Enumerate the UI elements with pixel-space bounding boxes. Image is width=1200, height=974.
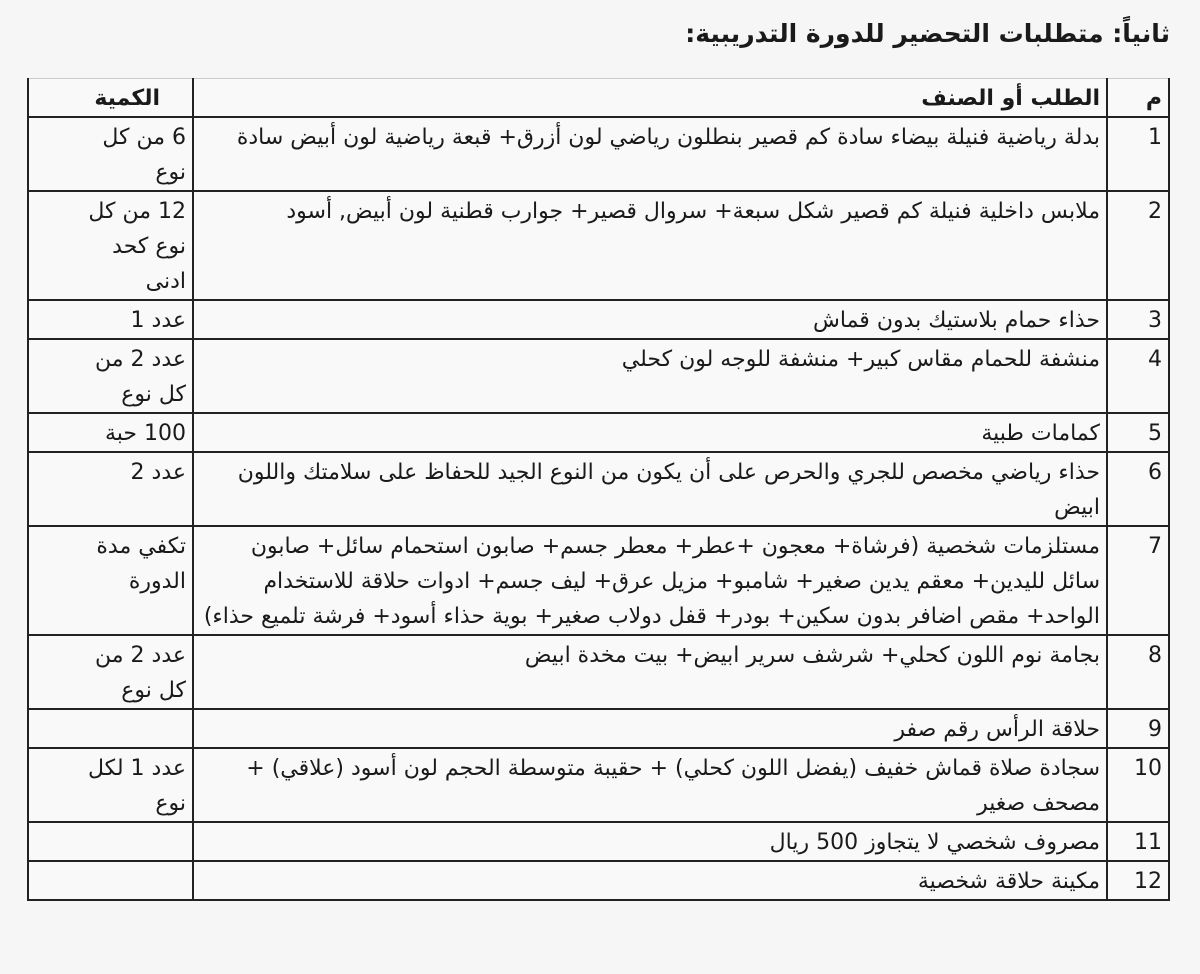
row-item: بدلة رياضية فنيلة بيضاء سادة كم قصير بنطلون رياضي لون أزرق+ قبعة رياضية لون أبيض سادة xyxy=(193,117,1107,191)
table-header-row xyxy=(28,79,1169,118)
table-row xyxy=(28,709,1169,748)
row-quantity: عدد 2 من كل نوع xyxy=(28,339,193,413)
table-row xyxy=(28,191,1169,300)
row-item: حلاقة الرأس رقم صفر xyxy=(193,709,1107,748)
table-row xyxy=(28,452,1169,526)
row-number: 4 xyxy=(1107,339,1169,413)
table-row xyxy=(28,339,1169,413)
table-row xyxy=(28,861,1169,900)
row-quantity: تكفي مدة الدورة xyxy=(28,526,193,635)
table-row xyxy=(28,117,1169,191)
row-item: بجامة نوم اللون كحلي+ شرشف سرير ابيض+ بيت مخدة ابيض xyxy=(193,635,1107,709)
row-item: مصروف شخصي لا يتجاوز 500 ريال xyxy=(193,822,1107,861)
row-item: منشفة للحمام مقاس كبير+ منشفة للوجه لون كحلي xyxy=(193,339,1107,413)
row-quantity xyxy=(28,822,193,861)
row-item: ملابس داخلية فنيلة كم قصير شكل سبعة+ سروال قصير+ جوارب قطنية لون أبيض, أسود xyxy=(193,191,1107,300)
table-row xyxy=(28,526,1169,635)
row-quantity: 6 من كل نوع xyxy=(28,117,193,191)
header-quantity: الكمية xyxy=(28,79,193,118)
row-quantity: عدد 1 xyxy=(28,300,193,339)
row-number: 5 xyxy=(1107,413,1169,452)
row-item: مستلزمات شخصية (فرشاة+ معجون +عطر+ معطر جسم+ صابون استحمام سائل+ صابون سائل لليدين+ معقم يدين صغير+ شامبو+ مزيل عرق+ ليف جسم+ ادوات حلاقة للاستخدام الواحد+ مقص اضافر بدون سكين+ بودر+ قفل دولاب صغير+ بوية حذاء أسود+ فرشة تلميع حذاء) xyxy=(193,526,1107,635)
row-number: 7 xyxy=(1107,526,1169,635)
row-quantity xyxy=(28,709,193,748)
header-item: الطلب أو الصنف xyxy=(193,79,1107,118)
row-item: حذاء حمام بلاستيك بدون قماش xyxy=(193,300,1107,339)
row-number: 9 xyxy=(1107,709,1169,748)
header-number: م xyxy=(1107,79,1169,118)
row-quantity xyxy=(28,861,193,900)
table-row xyxy=(28,635,1169,709)
row-number: 11 xyxy=(1107,822,1169,861)
row-number: 1 xyxy=(1107,117,1169,191)
table-row xyxy=(28,300,1169,339)
row-number: 12 xyxy=(1107,861,1169,900)
row-quantity: عدد 1 لكل نوع xyxy=(28,748,193,822)
row-item: حذاء رياضي مخصص للجري والحرص على أن يكون من النوع الجيد للحفاظ على سلامتك واللون ابيض xyxy=(193,452,1107,526)
row-item: سجادة صلاة قماش خفيف (يفضل اللون كحلي) + حقيبة متوسطة الحجم لون أسود (علاقي) + مصحف صغير xyxy=(193,748,1107,822)
requirements-table xyxy=(27,78,1170,901)
table-row xyxy=(28,413,1169,452)
row-number: 8 xyxy=(1107,635,1169,709)
row-number: 2 xyxy=(1107,191,1169,300)
row-number: 6 xyxy=(1107,452,1169,526)
row-quantity: عدد 2 xyxy=(28,452,193,526)
row-item: كمامات طبية xyxy=(193,413,1107,452)
row-number: 3 xyxy=(1107,300,1169,339)
page-title: ثانياً: متطلبات التحضير للدورة التدريبية: xyxy=(685,19,1170,48)
row-quantity: 12 من كل نوع كحد ادنى xyxy=(28,191,193,300)
table-row xyxy=(28,748,1169,822)
row-quantity: 100 حبة xyxy=(28,413,193,452)
row-number: 10 xyxy=(1107,748,1169,822)
row-item: مكينة حلاقة شخصية xyxy=(193,861,1107,900)
table-row xyxy=(28,822,1169,861)
row-quantity: عدد 2 من كل نوع xyxy=(28,635,193,709)
